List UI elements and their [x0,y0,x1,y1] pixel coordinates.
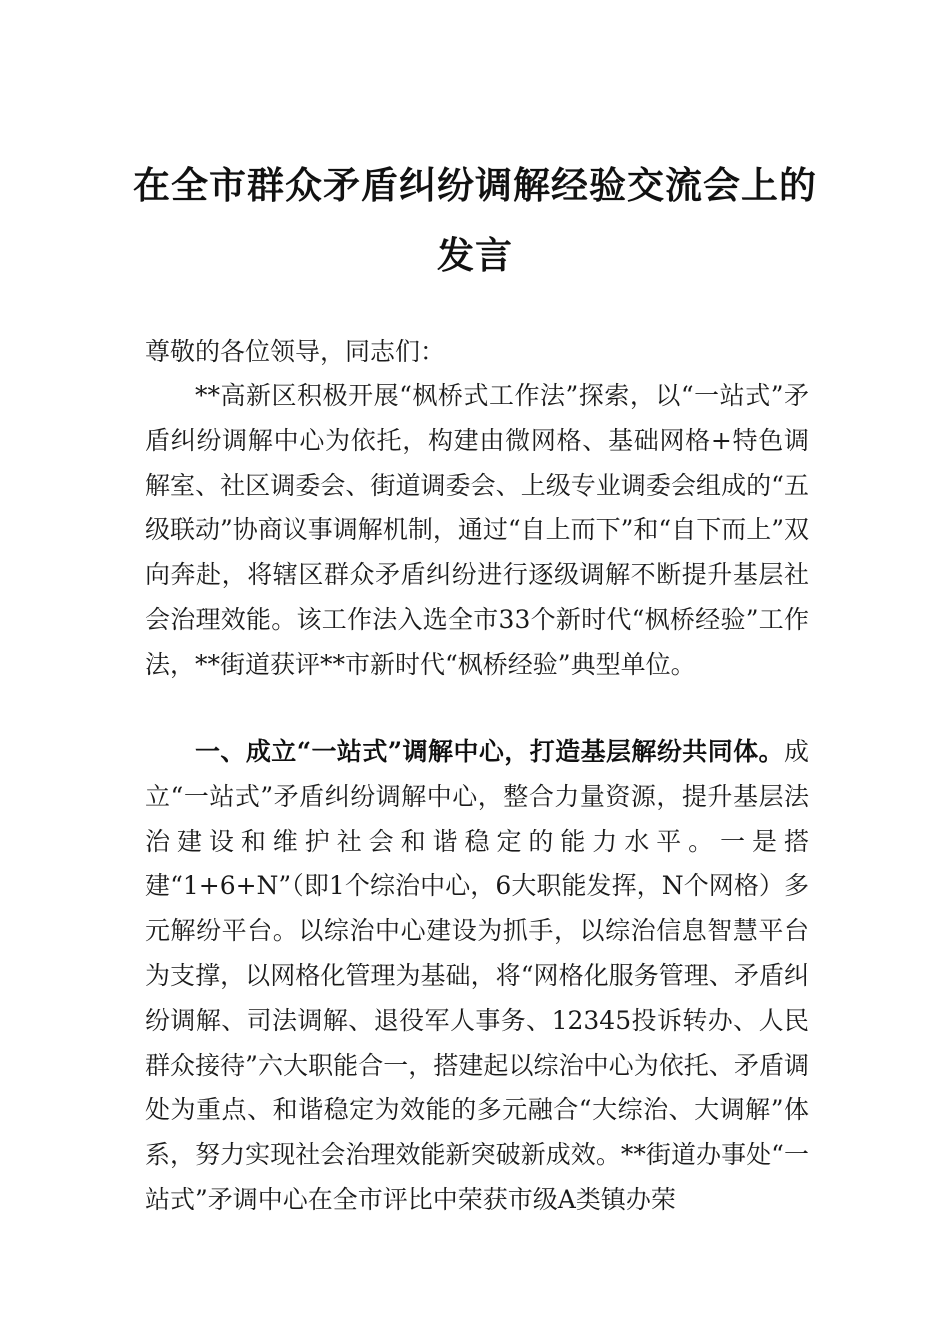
document-title-line-2: 发言 [437,233,513,277]
salutation: 尊敬的各位领导，同志们： [145,337,446,366]
section-1-body: 成立“一站式”矛盾纠纷调解中心，整合力量资源，提升基层法治建设和维护社会和谐稳定的能力水平。一是搭建“1+6+N”（即1个综治中心，6大职能发挥，N个网格）多元解纷平台。以综治中心建设为抓手，以综治信息智慧平台为支撑，以网格化管理为基础，将“网格化服务管理、矛盾纠纷调解、司法调解、退役军人事务、12345投诉转办、人民群众接待”六大职能合一，搭建起以综治中心为依托、矛盾调处为重点、和谐稳定为效能的多元融合“大综治、大调解”体系，努力实现社会治理效能新突破新成效。**街道办事处“一站式”矛调中心在全市评比中荣获市级A类镇办荣 [145,737,809,1214]
document-title-line-1: 在全市群众矛盾纠纷调解经验交流会上的 [133,163,817,207]
section-1-paragraph [145,730,809,1223]
intro-paragraph: **高新区积极开展“枫桥式工作法”探索，以“一站式”矛盾纠纷调解中心为依托，构建由微网格、基础网格+特色调解室、社区调委会、街道调委会、上级专业调委会组成的“五级联动”协商议事调解机制，通过“自上而下”和“自下而上”双向奔赴，将辖区群众矛盾纠纷进行逐级调解不断提升基层社会治理效能。该工作法入选全市33个新时代“枫桥经验”工作法，**街道获评**市新时代“枫桥经验”典型单位。 [145,381,809,679]
section-1-heading: 一、成立“一站式”调解中心，打造基层解纷共同体。 [195,737,784,766]
